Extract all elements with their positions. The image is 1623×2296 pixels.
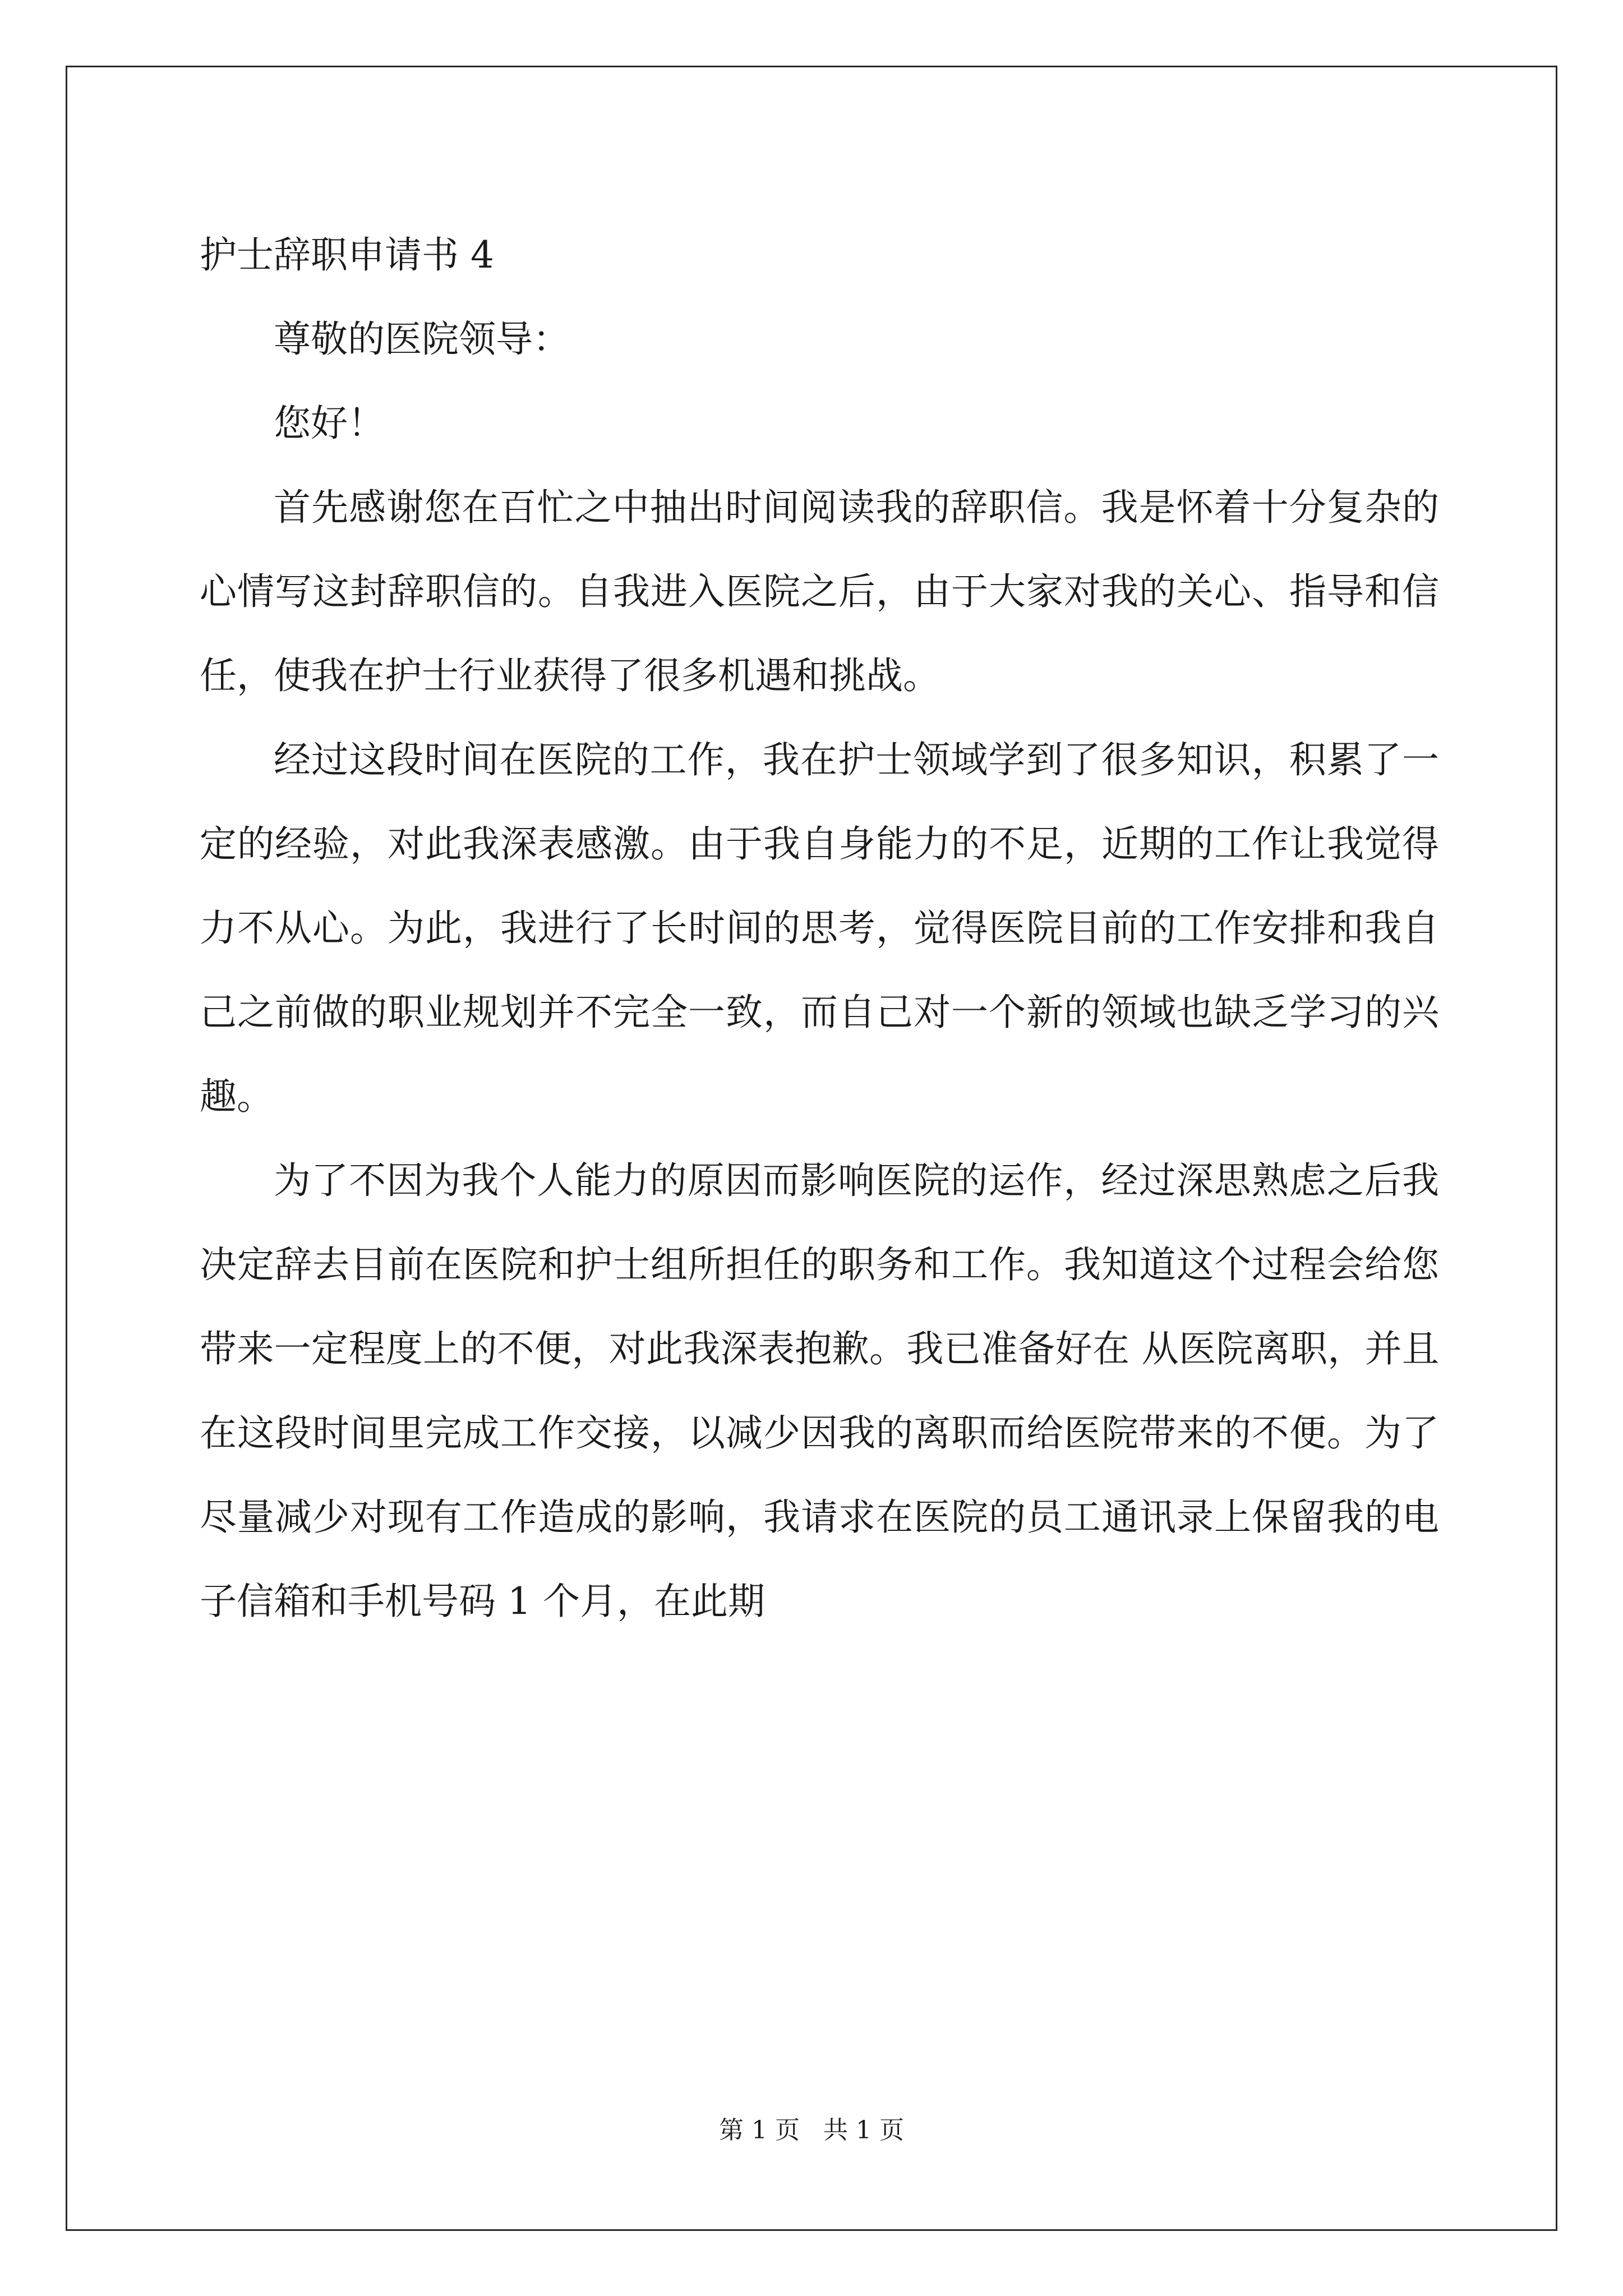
document-body <box>200 213 1439 1644</box>
page-footer: 第 1 页 共 1 页 <box>719 2116 904 2145</box>
document-title: 护士辞职申请书 4 <box>200 233 494 277</box>
salutation: 尊敬的医院领导： <box>274 318 570 361</box>
greeting: 您好！ <box>274 402 385 445</box>
paragraph-2: 经过这段时间在医院的工作，我在护士领域学到了很多知识，积累了一定的经验，对此我深表感激。由于我自身能力的不足，近期的工作让我觉得力不从心。为此，我进行了长时间的思考，觉得医院目前的工作安排和我自己之前做的职业规划并不完全一致，而自己对一个新的领域也缺乏学习的兴趣。 <box>200 738 1439 1118</box>
paragraph-1: 首先感谢您在百忙之中抽出时间阅读我的辞职信。我是怀着十分复杂的心情写这封辞职信的。自我进入医院之后，由于大家对我的关心、指导和信任，使我在护士行业获得了很多机遇和挑战。 <box>200 486 1439 697</box>
paragraph-3: 为了不因为我个人能力的原因而影响医院的运作，经过深思熟虑之后我决定辞去目前在医院和护士组所担任的职务和工作。我知道这个过程会给您带来一定程度上的不便，对此我深表抱歉。我已准备好在 从医院离职，并且在这段时间里完成工作交接，以减少因我的离职而给医院带来的不便。为了尽量减少对现有工作造成的影响，我请求在医院的员工通讯录上保留我的电子信箱和手机号码 1 个月，在此期 <box>200 1159 1439 1623</box>
